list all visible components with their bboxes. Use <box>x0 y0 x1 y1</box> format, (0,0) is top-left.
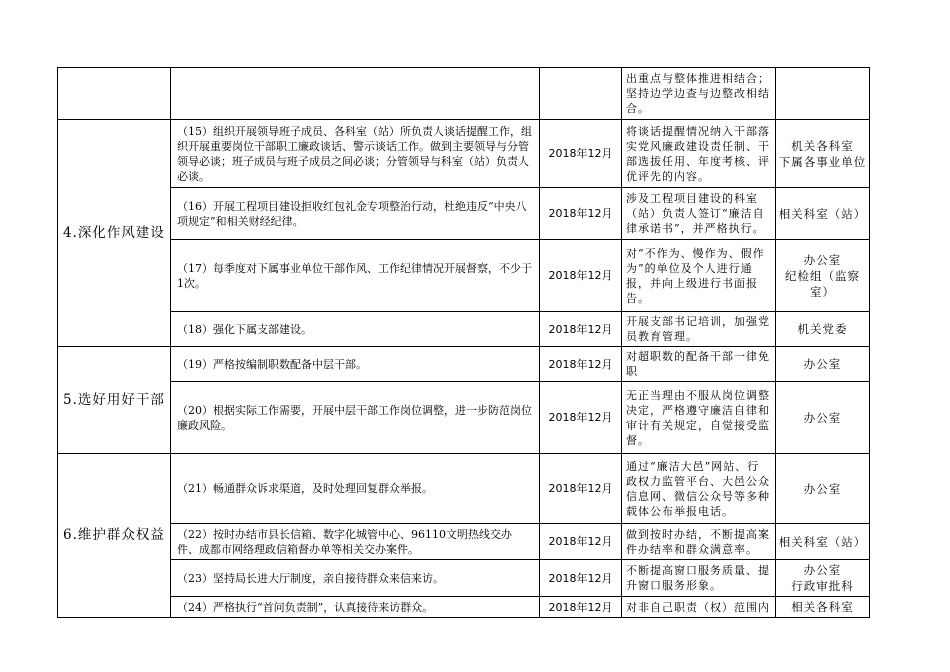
responsible-cell <box>776 560 870 597</box>
measure-cell: 做到按时办结，不断提高案件办结率和群众满意率。 <box>622 524 776 560</box>
responsible-line: 办公室 <box>803 357 842 371</box>
time-cell: 2018年12月 <box>540 347 622 382</box>
responsible-line: 办公室 <box>803 252 842 267</box>
table-row <box>58 120 870 188</box>
responsible-cell <box>776 312 870 347</box>
table-row <box>58 454 870 524</box>
measure-cell: 开展支部书记培训，加强党员教育管理。 <box>622 312 776 347</box>
item-cell-empty <box>171 68 540 120</box>
category-cell-empty <box>58 68 171 120</box>
item-cell: （24）严格执行“首问负责制”，认真接待来访群众。 <box>171 597 540 618</box>
responsible-line: 办公室 <box>803 481 842 496</box>
item-cell: （22）按时办结市县长信箱、数字化城管中心、96110文明热线交办件、成都市网络理政信箱督办单等相关交办案件。 <box>171 524 540 560</box>
responsible-line: 相关科室（站） <box>778 206 867 221</box>
table-row <box>58 312 870 347</box>
item-cell: （18）强化下属支部建设。 <box>171 312 540 347</box>
time-cell: 2018年12月 <box>540 120 622 188</box>
responsible-line: 办公室 <box>803 410 842 425</box>
time-cell: 2018年12月 <box>540 188 622 240</box>
item-cell: （20）根据实际工作需要，开展中层干部工作岗位调整，进一步防范岗位廉政风险。 <box>171 382 540 454</box>
responsible-cell <box>776 454 870 524</box>
time-cell: 2018年12月 <box>540 560 622 597</box>
responsible-cell <box>776 382 870 454</box>
table-row <box>58 347 870 382</box>
category-cell: 6.维护群众权益 <box>58 454 171 618</box>
measure-cell: 将谈话提醒情况纳入干部落实党风廉政建设责任制、干部选拔任用、年度考核、评优评先的内容。 <box>622 120 776 188</box>
responsible-cell <box>776 347 870 382</box>
responsible-line: 相关科室（站） <box>778 534 867 549</box>
item-cell: （17）每季度对下属事业单位干部作风、工作纪律情况开展督察，不少于1次。 <box>171 240 540 312</box>
time-cell: 2018年12月 <box>540 454 622 524</box>
responsible-cell <box>776 188 870 240</box>
measure-cell: 通过“廉洁大邑”网站、行政权力监管平台、大邑公众信息网、微信公众号等多种载体公布举报电话。 <box>622 454 776 524</box>
measure-cell: 出重点与整体推进相结合；坚持边学边查与边整改相结合。 <box>622 68 776 120</box>
time-cell: 2018年12月 <box>540 240 622 312</box>
responsible-cell <box>776 120 870 188</box>
work-plan-sheet <box>57 67 869 618</box>
table-row <box>58 597 870 618</box>
item-cell: （21）畅通群众诉求渠道，及时处理回复群众举报。 <box>171 454 540 524</box>
responsible-cell <box>776 524 870 560</box>
table-row <box>58 524 870 560</box>
table-row <box>58 382 870 454</box>
table-row-continuation <box>58 68 870 120</box>
category-cell: 4.深化作风建设 <box>58 120 171 347</box>
item-cell: （16）开展工程项目建设拒收红包礼金专项整治行动，杜绝违反“中央八项规定”和相关财经纪律。 <box>171 188 540 240</box>
measure-cell: 无正当理由不服从岗位调整决定，严格遵守廉洁自律和审计有关规定，自觉接受监督。 <box>622 382 776 454</box>
time-cell-empty <box>540 68 622 120</box>
responsible-line: 机关党委 <box>797 322 848 336</box>
table-row <box>58 188 870 240</box>
responsible-cell <box>776 240 870 312</box>
responsible-cell-empty <box>776 68 870 120</box>
measure-cell: 涉及工程项目建设的科室（站）负责人签订“廉洁自律承诺书”，并严格执行。 <box>622 188 776 240</box>
responsible-line: 行政审批科 <box>791 579 854 593</box>
time-cell: 2018年12月 <box>540 312 622 347</box>
responsible-cell <box>776 597 870 618</box>
time-cell: 2018年12月 <box>540 597 622 618</box>
measure-cell: 不断提高窗口服务质量、提升窗口服务形象。 <box>622 560 776 597</box>
responsible-line: 机关各科室 <box>791 138 854 153</box>
measure-cell: 对非自己职责（权）范围内 <box>622 597 776 618</box>
time-cell: 2018年12月 <box>540 382 622 454</box>
table-row <box>58 560 870 597</box>
responsible-line: 办公室 <box>803 563 842 577</box>
table-row <box>58 240 870 312</box>
responsible-line: 下属各事业单位 <box>778 154 867 169</box>
item-cell: （23）坚持局长进大厅制度，亲自接待群众来信来访。 <box>171 560 540 597</box>
category-cell: 5.选好用好干部 <box>58 347 171 454</box>
responsible-line: 纪检组（监察室） <box>785 268 860 299</box>
item-cell: （19）严格按编制职数配备中层干部。 <box>171 347 540 382</box>
work-plan-table <box>57 67 870 618</box>
time-cell: 2018年12月 <box>540 524 622 560</box>
measure-cell: 对超职数的配备干部一律免职 <box>622 347 776 382</box>
responsible-line: 相关各科室 <box>791 600 854 614</box>
measure-cell: 对“不作为、慢作为、假作为”的单位及个人进行通报，并向上级进行书面报告。 <box>622 240 776 312</box>
item-cell: （15）组织开展领导班子成员、各科室（站）所负责人谈话提醒工作，组织开展重要岗位干部职工廉政谈话、警示谈话工作。做到主要领导与分管领导必谈；班子成员与班子成员之间必谈；分管领导与科室（站）负责人必谈。 <box>171 120 540 188</box>
